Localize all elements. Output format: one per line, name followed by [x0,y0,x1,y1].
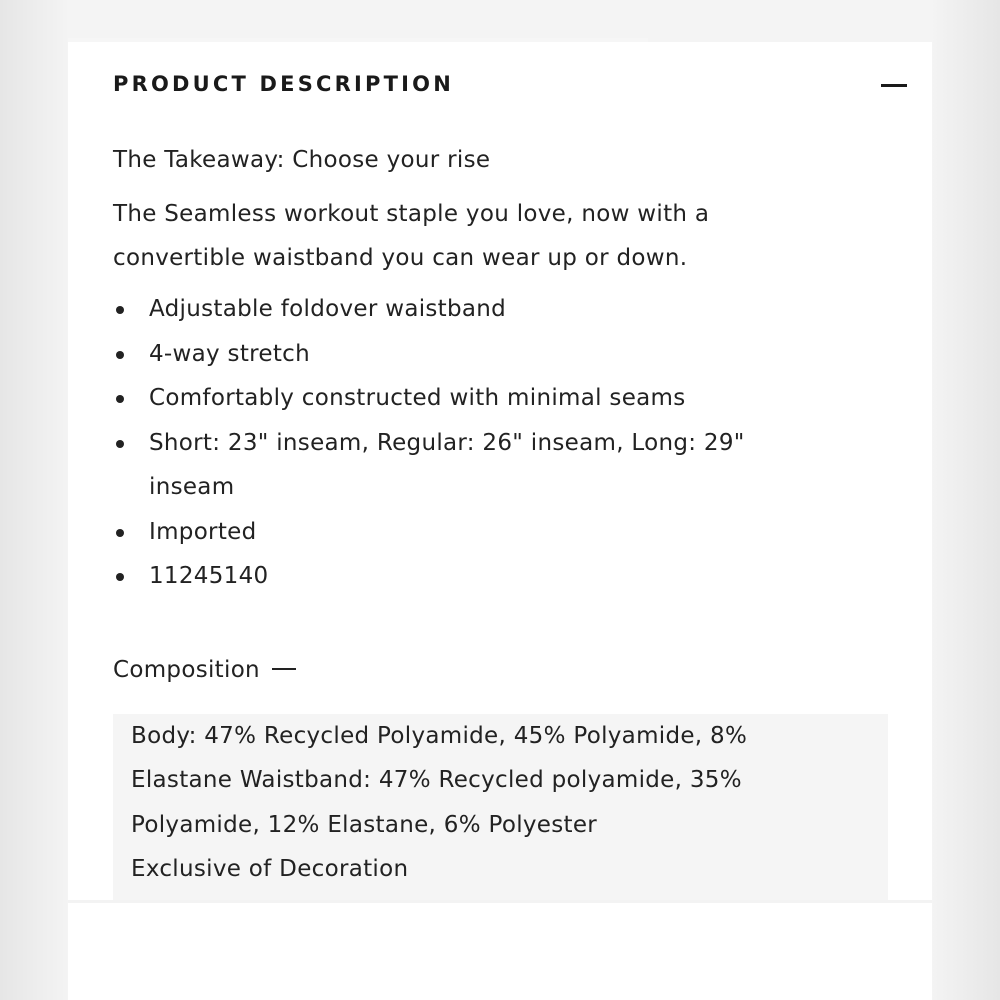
composition-label: Composition [113,657,260,683]
list-item-text: Imported [149,518,257,545]
list-item [113,421,833,510]
list-item [113,287,833,332]
bullet-icon [116,573,124,581]
list-item [113,332,833,377]
composition-toggle[interactable] [113,648,296,692]
bullet-icon [116,395,124,403]
composition-line: Elastane Waistband: 47% Recycled polyamide, 35% [131,767,742,794]
composition-line: Polyamide, 12% Elastane, 6% Polyester [131,811,598,838]
bullet-icon [116,440,124,448]
intro-paragraph [113,192,813,280]
list-item [113,510,833,555]
minus-icon[interactable] [272,668,296,670]
composition-line: Body: 47% Recycled Polyamide, 45% Polyamide, 8% [131,723,748,749]
feature-list [113,287,833,599]
list-item-text: Comfortably constructed with minimal seams [149,385,686,411]
intro-line: convertible waistband you can wear up or down. [113,245,688,271]
list-item-text-continued: inseam [149,474,235,500]
bullet-icon [116,529,124,537]
list-item-text: 11245140 [149,563,269,589]
list-item [113,554,833,599]
list-item-text: Short: 23" inseam, Regular: 26" inseam, Long: 29" [149,429,745,456]
composition-text [131,714,851,891]
product-description-panel [68,42,932,1000]
divider [68,900,932,903]
takeaway-text: The Takeaway: Choose your rise [113,147,491,173]
composition-line: Exclusive of Decoration [131,855,409,882]
section-title: PRODUCT DESCRIPTION [113,72,454,96]
product-description-header[interactable] [113,70,893,102]
bullet-icon [116,351,124,359]
list-item-text: 4-way stretch [149,340,311,367]
composition-details [113,714,888,902]
bullet-icon [116,306,124,314]
list-item [113,376,833,421]
intro-line: The Seamless workout staple you love, now with a [113,201,710,227]
list-item-text: Adjustable foldover waistband [149,296,507,322]
minus-icon[interactable] [881,84,907,87]
